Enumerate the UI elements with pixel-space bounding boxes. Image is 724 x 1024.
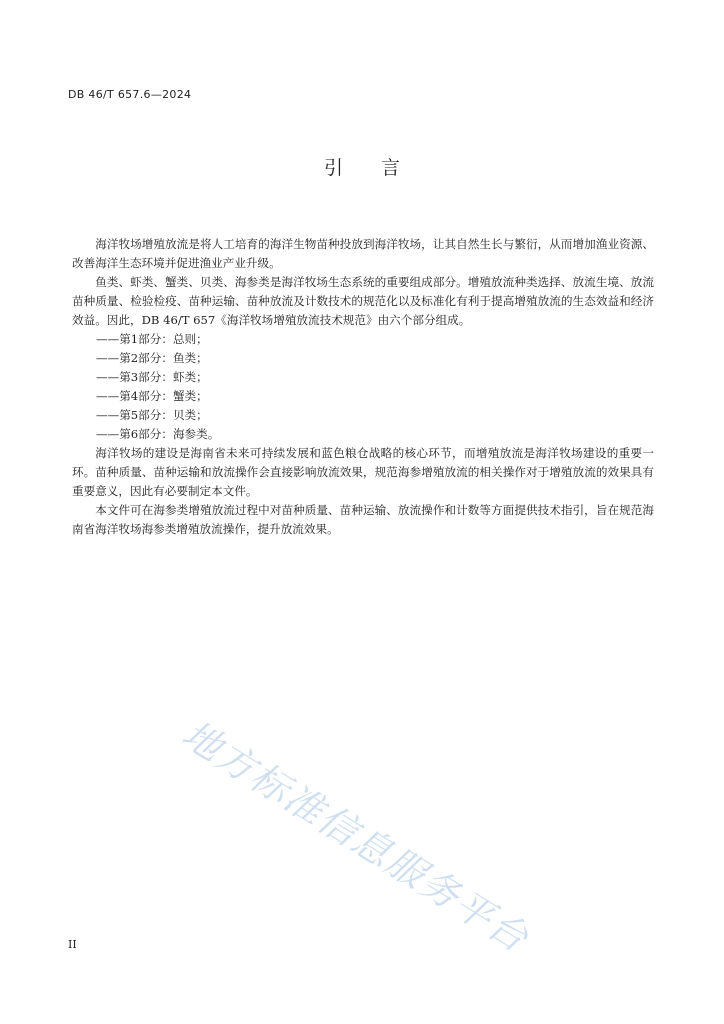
paragraph-scope: 本文件可在海参类增殖放流过程中对苗种质量、苗种运输、放流操作和计数等方面提供技术指引，旨在规范海南省海洋牧场海参类增殖放流操作，提升放流效果。 bbox=[72, 503, 654, 536]
page-title: 引言 bbox=[323, 157, 438, 179]
list-item: ——第6部分：海参类。 bbox=[96, 427, 220, 441]
list-item: ——第4部分：蟹类； bbox=[96, 389, 208, 403]
list-item: ——第3部分：虾类； bbox=[96, 370, 208, 384]
paragraph-intro: 海洋牧场增殖放流是将人工培育的海洋生物苗种投放到海洋牧场，让其自然生长与繁衍，从而增加渔业资源、改善海洋生态环境并促进渔业产业升级。 bbox=[72, 237, 654, 270]
paragraph-composition: 鱼类、虾类、蟹类、贝类、海参类是海洋牧场生态系统的重要组成部分。增殖放流种类选择、放流生境、放流苗种质量、检验检疫、苗种运输、苗种放流及计数技术的规范化以及标准化有利于提高增殖放流的生态效益和经济效益。因此，DB 46/T 657《海洋牧场增殖放流技术规范》由六个部分组成。 bbox=[72, 275, 654, 327]
standard-code: DB 46/T 657.6—2024 bbox=[68, 88, 192, 101]
list-item: ——第5部分：贝类； bbox=[96, 408, 208, 422]
document-body bbox=[72, 235, 654, 539]
watermark: 地方标准信息服务平台 bbox=[174, 711, 538, 962]
paragraph-importance: 海洋牧场的建设是海南省未来可持续发展和蓝色粮仓战略的核心环节，而增殖放流是海洋牧场建设的重要一环。苗种质量、苗种运输和放流操作会直接影响放流效果，规范海参增殖放流的相关操作对于增殖放流的效果具有重要意义，因此有必要制定本文件。 bbox=[72, 446, 654, 498]
page-number: II bbox=[68, 938, 77, 951]
list-item: ——第2部分：鱼类； bbox=[96, 351, 208, 365]
list-item: ——第1部分：总则； bbox=[96, 332, 208, 346]
